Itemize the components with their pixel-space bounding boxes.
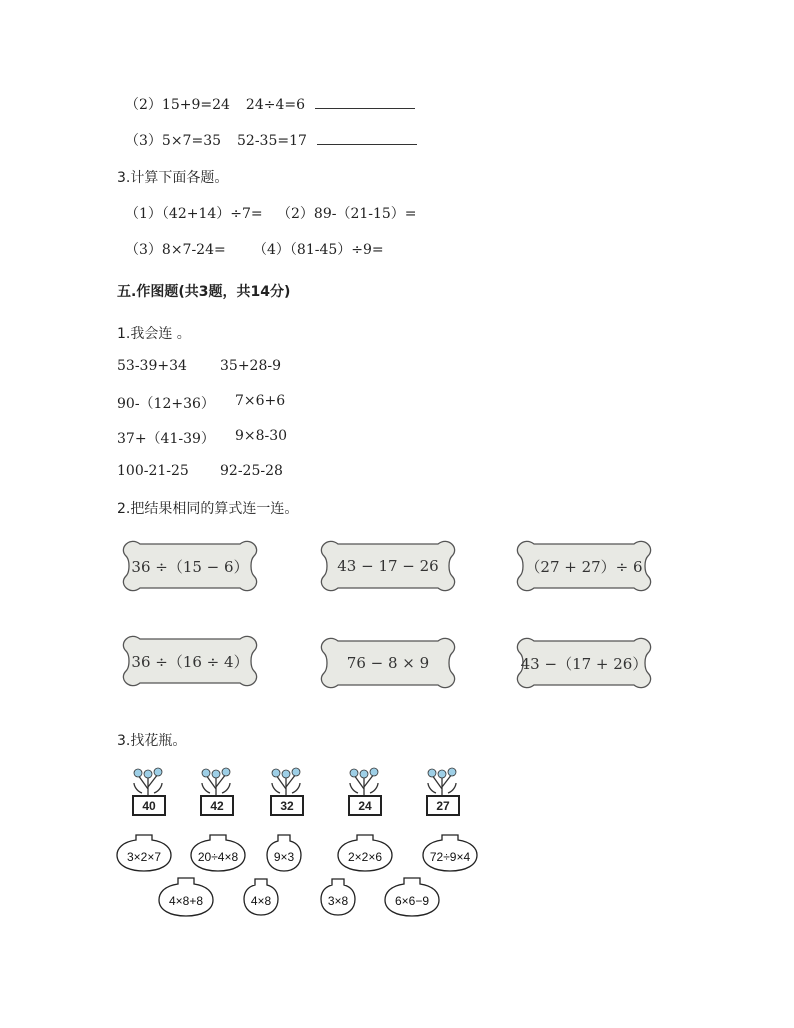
- vase-label: 72÷9×4: [429, 850, 471, 864]
- bone-label: 36 ÷（15 − 6）: [131, 557, 249, 576]
- connect-right-4: 92-25-28: [220, 463, 283, 479]
- connect-right-3: 9×8-30: [235, 428, 288, 444]
- connect-left-1: 53-39+34: [117, 358, 187, 374]
- eq-1: 15+9=24: [161, 97, 230, 113]
- flower-number: 27: [426, 795, 460, 816]
- flower-number: 40: [132, 795, 166, 816]
- vase[interactable]: [158, 876, 214, 918]
- connect-right-1: 35+28-9: [220, 358, 281, 374]
- connect-left-4: 100-21-25: [117, 463, 189, 479]
- flower-pot[interactable]: [196, 765, 236, 817]
- flower-icon: [128, 765, 168, 799]
- vase[interactable]: [337, 833, 393, 873]
- flower-icon: [422, 765, 462, 799]
- eq-number: （3）: [125, 133, 162, 149]
- flower-pot[interactable]: [344, 765, 384, 817]
- eq-number: （2）: [125, 97, 162, 113]
- flower-icon: [266, 765, 306, 799]
- question-title: 3.找花瓶。: [117, 733, 187, 749]
- bone-card[interactable]: [120, 633, 260, 689]
- vase-label: 9×3: [273, 850, 295, 864]
- question-title: 1.我会连 。: [117, 326, 191, 342]
- vase[interactable]: [422, 833, 478, 873]
- bone-label: 76 − 8 × 9: [346, 654, 430, 672]
- vase-label: 3×8: [327, 894, 349, 908]
- eq-line-2: [125, 94, 415, 114]
- vase[interactable]: [243, 877, 279, 917]
- answer-blank[interactable]: [317, 132, 417, 145]
- bone-card[interactable]: [514, 635, 654, 691]
- vase-label: 6×6−9: [394, 894, 430, 908]
- calc-item-1: （1）（42+14）÷7=: [125, 206, 263, 222]
- calc-item-4: （4）（81-45）÷9=: [253, 242, 384, 258]
- bone-label: 43 −（17 + 26）: [520, 654, 648, 673]
- connect-left-2: 90-（12+36）: [117, 396, 215, 412]
- calc-item-2: （2）89-（21-15）=: [277, 206, 417, 222]
- vase[interactable]: [190, 833, 246, 873]
- flower-number: 42: [200, 795, 234, 816]
- flower-pot[interactable]: [266, 765, 306, 817]
- bone-label: 43 − 17 − 26: [337, 557, 439, 575]
- flower-icon: [344, 765, 384, 799]
- vase-label: 4×8+8: [168, 894, 204, 908]
- bone-card[interactable]: [318, 538, 458, 594]
- answer-blank[interactable]: [315, 96, 415, 109]
- bone-card[interactable]: [318, 635, 458, 691]
- question-title: 3.计算下面各题。: [117, 170, 229, 186]
- connect-left-3: 37+（41-39）: [117, 431, 215, 447]
- vase-label: 2×2×6: [347, 850, 383, 864]
- flower-pot[interactable]: [422, 765, 462, 817]
- connect-right-2: 7×6+6: [235, 393, 286, 409]
- flower-number: 24: [348, 795, 382, 816]
- question-title: 2.把结果相同的算式连一连。: [117, 501, 299, 517]
- flower-icon: [196, 765, 236, 799]
- vase[interactable]: [384, 876, 440, 918]
- vase[interactable]: [266, 833, 302, 873]
- flower-pot[interactable]: [128, 765, 168, 817]
- vase-label: 3×2×7: [126, 850, 162, 864]
- eq-2: 24÷4=6: [245, 97, 306, 113]
- vase[interactable]: [320, 877, 356, 917]
- vase-label: 4×8: [250, 894, 272, 908]
- bone-label: （27 + 27）÷ 6: [525, 557, 643, 576]
- eq-1: 5×7=35: [161, 133, 222, 149]
- bone-label: 36 ÷（16 ÷ 4）: [131, 652, 249, 671]
- bone-card[interactable]: [120, 538, 260, 594]
- eq-line-3: [125, 130, 417, 150]
- flower-number: 32: [270, 795, 304, 816]
- eq-2: 52-35=17: [237, 133, 307, 149]
- calc-item-3: （3）8×7-24=: [125, 242, 226, 258]
- section-heading: 五.作图题(共3题，共14分): [117, 284, 291, 300]
- bone-card[interactable]: [514, 538, 654, 594]
- vase[interactable]: [116, 833, 172, 873]
- vase-label: 20÷4×8: [197, 850, 239, 864]
